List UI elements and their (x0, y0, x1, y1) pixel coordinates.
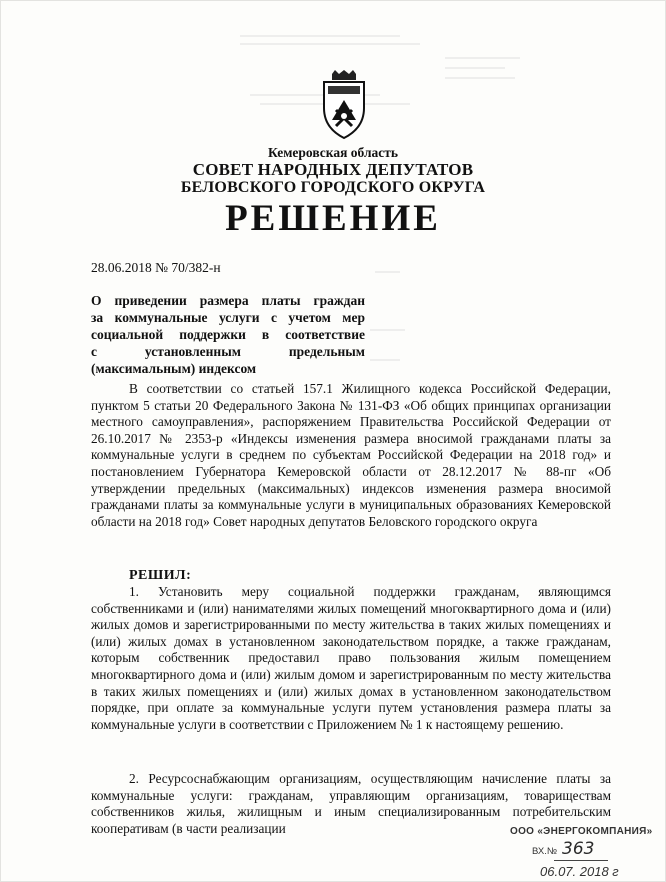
clause-1-text: 1. Установить меру социальной поддержки гражданам, являющимся собственниками и (или) нанимателями жилых помещений многоквартирного дома и (или) жилых домов и зарегистрированными по месту жительства в таких жилых помещениях и (или) жилых домах в установленном законодательством порядке, а также гражданам, которым собственник предоставил право пользования жилым помещением многоквартирного дома и (или) жилым домом и зарегистрированным по месту жительства в таких жилых помещениях и (или) жилых домах в установленном законодательством порядке, при оплате за коммунальные услуги путем установления размера платы за коммунальные услуги в соответствии с Приложением № 1 к настоящему решению. (91, 584, 611, 732)
region-name: Кемеровская область (267, 145, 399, 160)
subject-line: (максимальным) индексом (91, 361, 257, 376)
resolved-heading: РЕШИЛ: (129, 568, 192, 583)
council-name: СОВЕТ НАРОДНЫХ ДЕПУТАТОВ (192, 160, 474, 179)
clause-2-text: 2. Ресурсоснабжающим организациям, осуществляющим начисление платы за коммунальные услуги: гражданам, управляющим организациям, товариществам собственников жилья, жилищным и иным специализированным потребительским кооперативам (в части реализации (91, 771, 611, 836)
subject-line: за коммунальные услуги с учетом мер (91, 310, 365, 325)
preamble-text: В соответствии со статьей 157.1 Жилищного кодекса Российской Федерации, пунктом 5 статьи 20 Федерального Закона № 131-ФЗ «Об общих принципах организации местного самоуправления», распоряжением Правительства Российской Федерации от 26.10.2017 № 2353-р «Индексы изменения размера вносимой гражданами платы за коммунальные услуги в среднем по субъектам Российской Федерации на 2018 год» и постановлением Губернатора Кемеровской области от 28.12.2017 № 88-пг «Об утверждении предельных (максимальных) индексов изменения размера вносимой гражданами платы за коммунальные услуги в муниципальных образованиях Кемеровской области на 2018 год» Совет народных депутатов Беловского городского округа (91, 381, 611, 529)
city-coat-of-arms-icon (318, 70, 370, 140)
decision-date-number: 28.06.2018 № 70/382-н (91, 260, 221, 275)
decision-subject (91, 292, 365, 377)
subject-line: социальной поддержки в соответствие (91, 327, 365, 342)
stamp-date: 06.07. 2018 г (540, 864, 619, 879)
stamp-incoming-number: 363 (562, 839, 595, 859)
incoming-registration-stamp (510, 826, 666, 882)
okrug-name: БЕЛОВСКОГО ГОРОДСКОГО ОКРУГА (180, 179, 486, 196)
preamble-paragraph (91, 381, 611, 530)
stamp-underline (554, 860, 608, 861)
subject-line: О приведении размера платы граждан (91, 293, 365, 308)
stamp-incoming-label: ВХ.№ (532, 846, 558, 857)
clause-1 (91, 584, 611, 733)
document-type-title: РЕШЕНИЕ (225, 198, 441, 239)
subject-line: с установленным предельным (91, 344, 365, 359)
stamp-company: ООО «ЭНЕРГОКОМПАНИЯ» (510, 826, 653, 837)
